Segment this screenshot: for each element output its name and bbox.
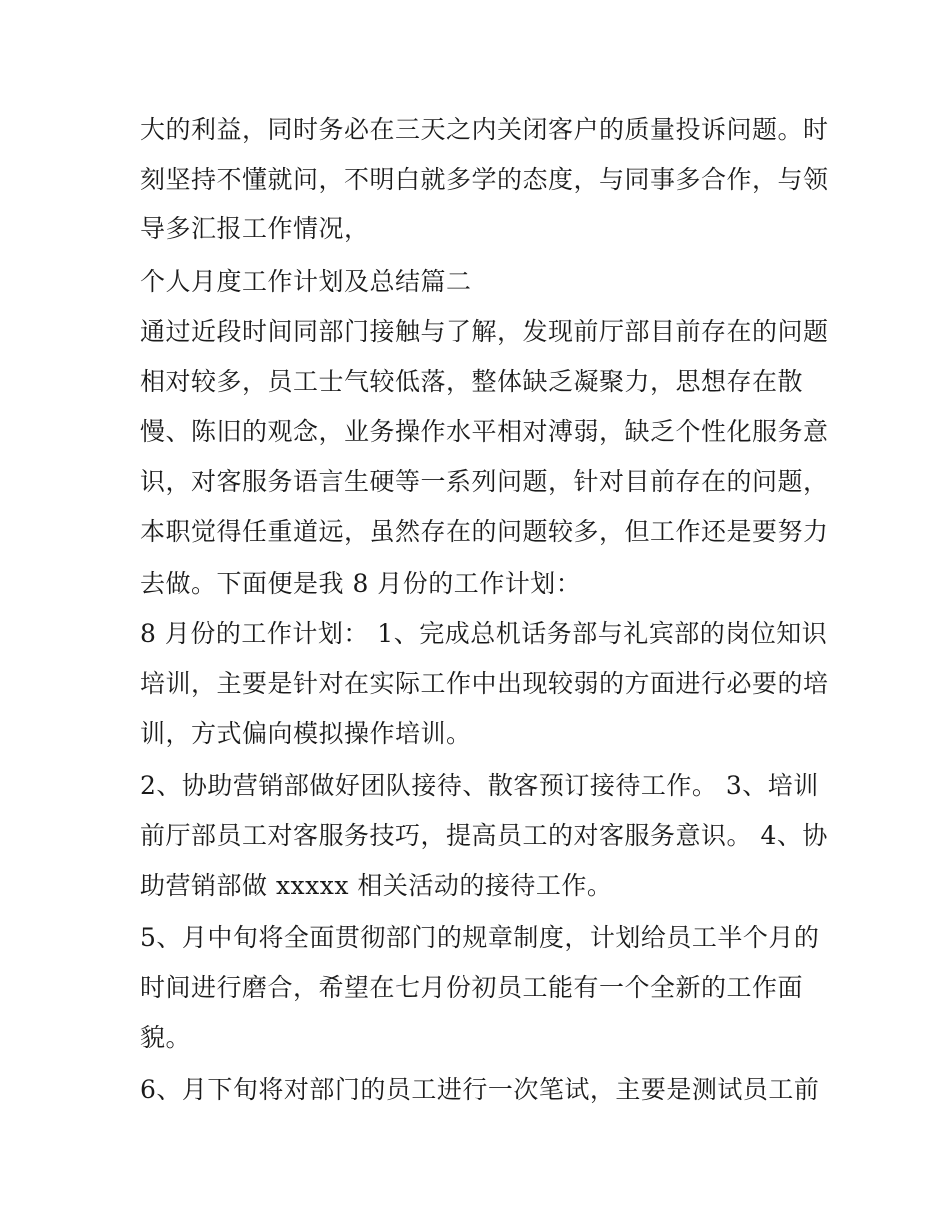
text-line: 本职觉得任重道远，虽然存在的问题较多，但工作还是要努力 <box>140 517 829 546</box>
text-line: 助营销部做 xxxxx 相关活动的接待工作。 <box>140 871 613 900</box>
text-line: 训，方式偏向模拟操作培训。 <box>140 719 472 748</box>
text-line: 慢、陈旧的观念，业务操作水平相对溥弱，缺乏个性化服务意 <box>140 417 829 446</box>
text-line: 8 月份的工作计划： 1、完成总机话务部与礼宾部的岗位知识 <box>140 619 828 648</box>
text-line: 导多汇报工作情况， <box>140 214 370 243</box>
text-line: 2、协助营销部做好团队接待、散客预订接待工作。 3、培训 <box>140 771 819 800</box>
text-line: 培训，主要是针对在实际工作中出现较弱的方面进行必要的培 <box>140 669 829 698</box>
text-line: 时间进行磨合，希望在七月份初员工能有一个全新的工作面 <box>140 973 804 1002</box>
text-line: 大的利益，同时务必在三天之内关闭客户的质量投诉问题。时 <box>140 115 829 144</box>
text-line: 相对较多，员工士气较低落，整体缺乏凝聚力，思想存在散 <box>140 367 804 396</box>
text-line: 识，对客服务语言生硬等一系列问题，针对目前存在的问题， <box>140 467 829 496</box>
text-line: 前厅部员工对客服务技巧，提高员工的对客服务意识。 4、协 <box>140 821 828 850</box>
text-line: 5、月中旬将全面贯彻部门的规章制度，计划给员工半个月的 <box>140 923 820 952</box>
text-line: 貌。 <box>140 1023 192 1052</box>
text-line: 6、月下旬将对部门的员工进行一次笔试，主要是测试员工前 <box>140 1075 820 1104</box>
text-line: 通过近段时间同部门接触与了解，发现前厅部目前存在的问题 <box>140 317 829 346</box>
text-line: 去做。下面便是我 8 月份的工作计划： <box>140 569 582 598</box>
section-heading: 个人月度工作计划及总结篇二 <box>140 267 472 296</box>
text-line: 刻坚持不懂就问，不明白就多学的态度，与同事多合作，与领 <box>140 165 829 194</box>
